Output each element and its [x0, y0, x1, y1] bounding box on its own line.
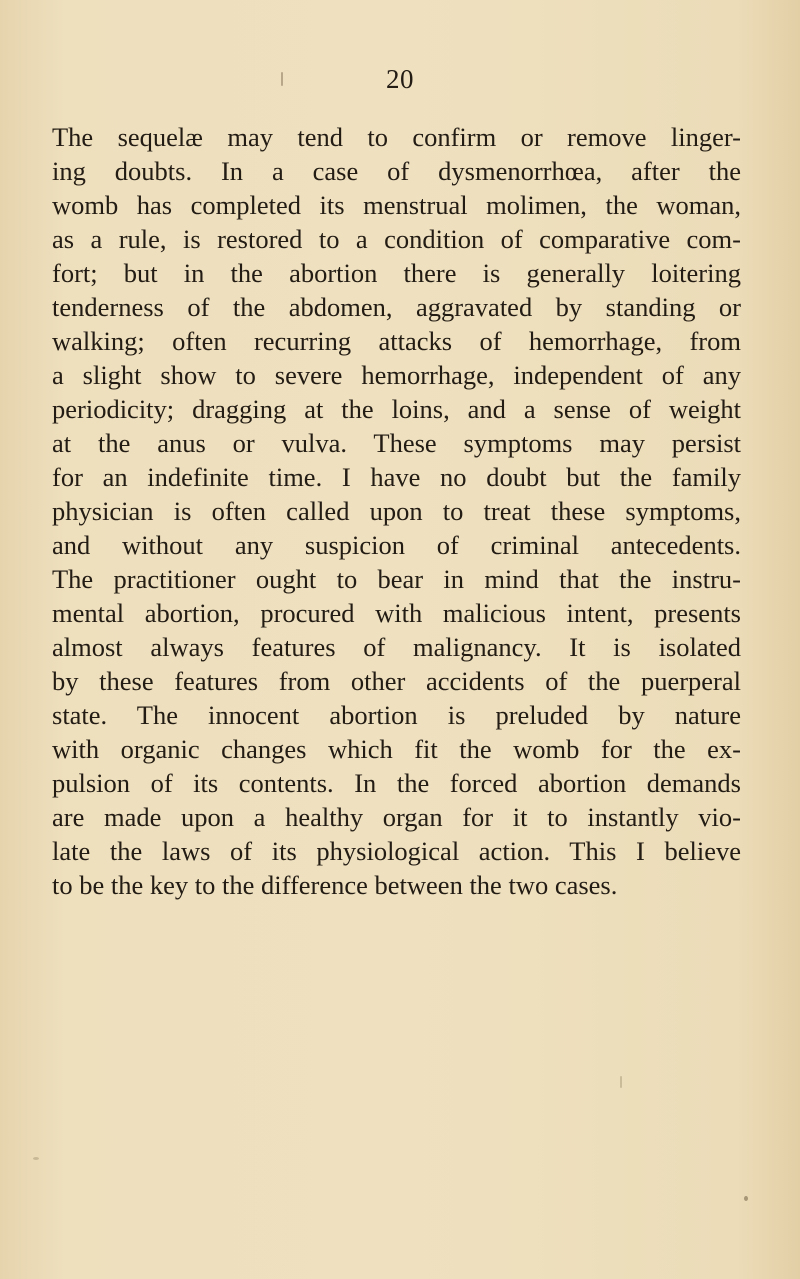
text-line: The sequelæ may tend to confirm or remove linger- — [52, 122, 741, 152]
text-line: almost always features of malignancy. It is isolated — [52, 632, 741, 662]
page-number: 20 — [386, 64, 414, 94]
text-line: mental abortion, procured with malicious intent, presents — [52, 598, 741, 628]
text-line: a slight show to severe hemorrhage, independent of any — [52, 360, 741, 390]
text-line: to be the key to the difference between the two cases. — [52, 870, 618, 900]
text-line: state. The innocent abortion is preluded by nature — [52, 700, 741, 730]
text-line: walking; often recurring attacks of hemorrhage, from — [52, 326, 741, 356]
text-line: tenderness of the abdomen, aggravated by standing or — [52, 292, 741, 322]
paper-speck — [33, 1157, 39, 1160]
text-line: physician is often called upon to treat these symptoms, — [52, 496, 741, 526]
paper-speck — [620, 1076, 622, 1088]
text-line: fort; but in the abortion there is generally loitering — [52, 258, 741, 288]
paper-speck — [744, 1196, 748, 1201]
paper-speck — [281, 72, 283, 86]
text-line: at the anus or vulva. These symptoms may persist — [52, 428, 741, 458]
text-line: for an indefinite time. I have no doubt but the family — [52, 462, 741, 492]
text-line: The practitioner ought to bear in mind that the instru- — [52, 564, 741, 594]
text-line: womb has completed its menstrual molimen, the woman, — [52, 190, 741, 220]
text-line: late the laws of its physiological action. This I believe — [52, 836, 741, 866]
text-line: by these features from other accidents of the puerperal — [52, 666, 741, 696]
text-line: pulsion of its contents. In the forced abortion demands — [52, 768, 741, 798]
text-line: with organic changes which fit the womb for the ex- — [52, 734, 741, 764]
text-line: are made upon a healthy organ for it to instantly vio- — [52, 802, 741, 832]
text-line: ing doubts. In a case of dysmenorrhœa, after the — [52, 156, 741, 186]
text-line: periodicity; dragging at the loins, and a sense of weight — [52, 394, 741, 424]
text-line: as a rule, is restored to a condition of comparative com- — [52, 224, 741, 254]
text-line: and without any suspicion of criminal antecedents. — [52, 530, 741, 560]
